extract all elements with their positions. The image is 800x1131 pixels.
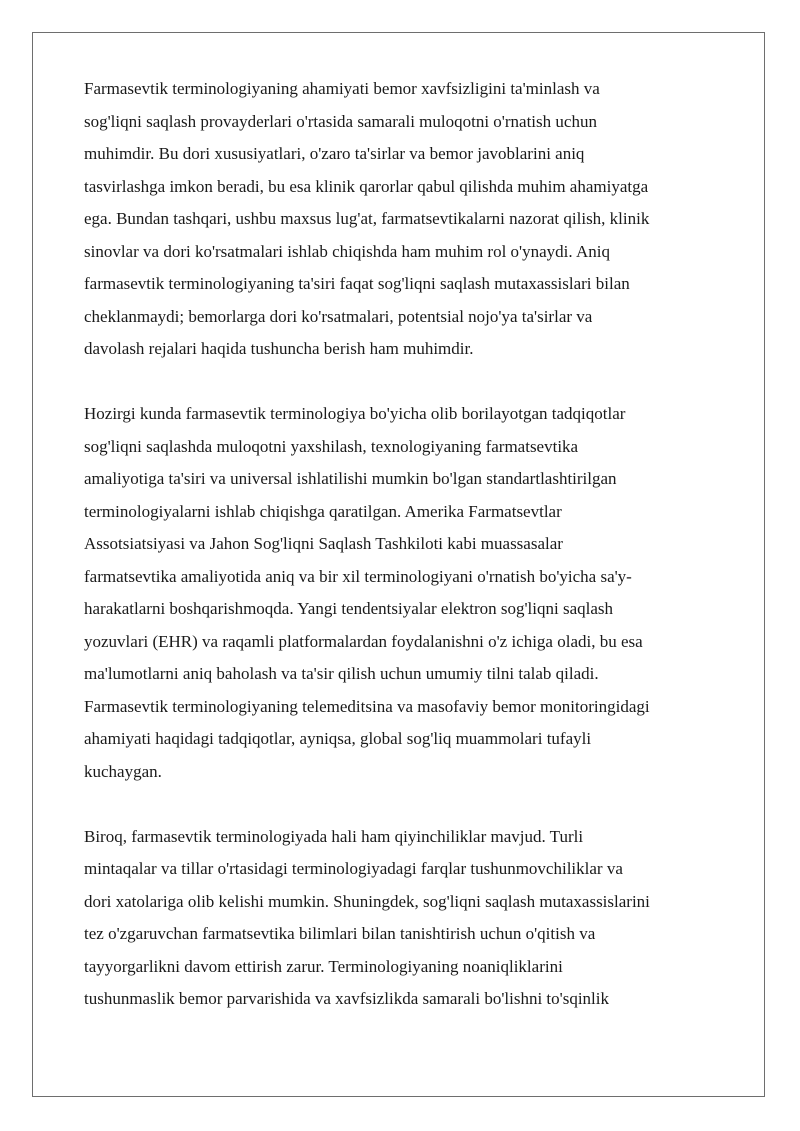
document-body (84, 73, 674, 1048)
paragraph-2: Hozirgi kunda farmasevtik terminologiya bo'yicha olib borilayotgan tadqiqotlar sog'liqni saqlashda muloqotni yaxshilash, texnologiyaning farmatsevtika amaliyotiga ta'siri va universal ishlatilishi mumkin bo'lgan standartlashtirilgan terminologiyalarni ishlab chiqishga qaratilgan. Amerika Farmatsevtlar Assotsiatsiyasi va Jahon Sog'liqni Saqlash Tashkiloti kabi muassasalar farmatsevtika amaliyotida aniq va bir xil terminologiyani o'rnatish bo'yicha sa'y- harakatlarni boshqarishmoqda. Yangi tendentsiyalar elektron sog'liqni saqlash yozuvlari (EHR) va raqamli platformalardan foydalanishni o'z ichiga oladi, bu esa ma'lumotlarni aniq baholash va ta'sir qilish uchun umumiy tilni talab qiladi. Farmasevtik terminologiyaning telemeditsina va masofaviy bemor monitoringidagi ahamiyati haqidagi tadqiqotlar, ayniqsa, global sog'liq muammolari tufayli kuchaygan. (84, 404, 650, 781)
paragraph-1: Farmasevtik terminologiyaning ahamiyati bemor xavfsizligini ta'minlash va sog'liqni saqlash provayderlari o'rtasida samarali muloqotni o'rnatish uchun muhimdir. Bu dori xususiyatlari, o'zaro ta'sirlar va bemor javoblarini aniq tasvirlashga imkon beradi, bu esa klinik qarorlar qabul qilishda muhim ahamiyatga ega. Bundan tashqari, ushbu maxsus lug'at, farmatsevtikalarni nazorat qilish, klinik sinovlar va dori ko'rsatmalari ishlab chiqishda ham muhim rol o'ynaydi. Aniq farmasevtik terminologiyaning ta'siri faqat sog'liqni saqlash mutaxassislari bilan cheklanmaydi; bemorlarga dori ko'rsatmalari, potentsial nojo'ya ta'sirlar va davolash rejalari haqida tushuncha berish ham muhimdir. (84, 79, 650, 358)
paragraph-3: Biroq, farmasevtik terminologiyada hali ham qiyinchiliklar mavjud. Turli mintaqalar va tillar o'rtasidagi terminologiyadagi farqlar tushunmovchiliklar va dori xatolariga olib kelishi mumkin. Shuningdek, sog'liqni saqlash mutaxassislarini tez o'zgaruvchan farmatsevtika bilimlari bilan tanishtirish uchun o'qitish va tayyorgarlikni davom ettirish zarur. Terminologiyaning noaniqliklarini tushunmaslik bemor parvarishida va xavfsizlikda samarali bo'lishni to'sqinlik (84, 826, 650, 1008)
